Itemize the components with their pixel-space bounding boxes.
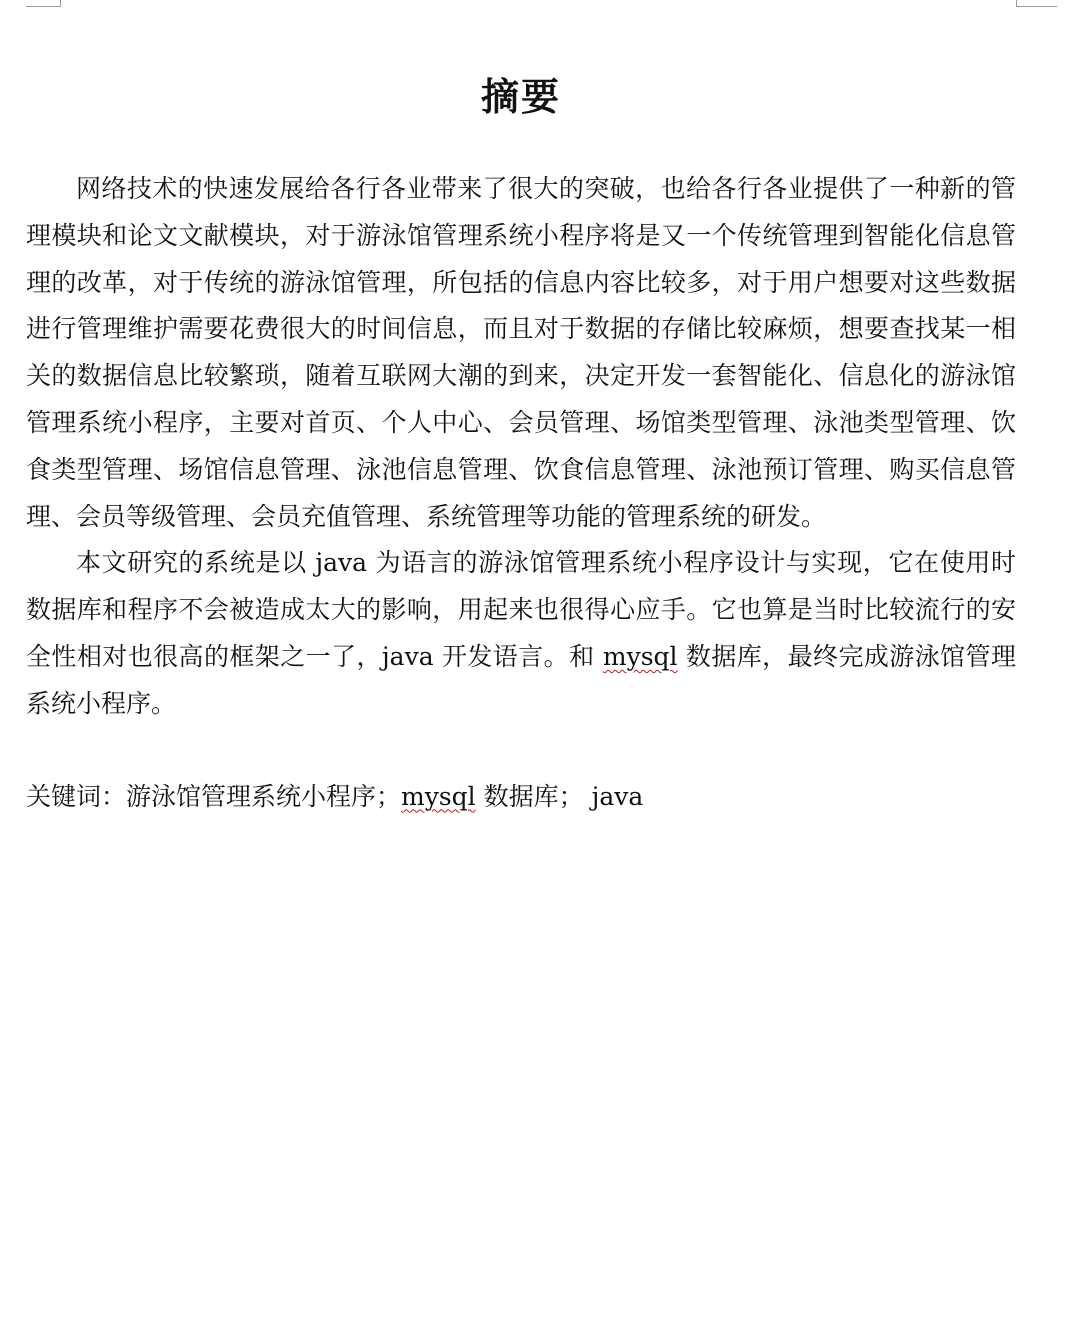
- page-corner-mark-left: [26, 0, 61, 7]
- paragraph-2-text-end: 数据库，最终完成游泳馆管理系统小程序。: [26, 641, 1016, 718]
- abstract-paragraph-1: 网络技术的快速发展给各行各业带来了很大的突破，也给各行各业提供了一种新的管理模块和论文文献模块，对于游泳馆管理系统小程序将是又一个传统管理到智能化信息管理的改革，对于传统的游泳馆管理，所包括的信息内容比较多，对于用户想要对这些数据进行管理维护需要花费很大的时间信息，而且对于数据的存储比较麻烦，想要查找某一相关的数据信息比较繁琐，随着互联网大潮的到来，决定开发一套智能化、信息化的游泳馆管理系统小程序，主要对首页、个人中心、会员管理、场馆类型管理、泳池类型管理、饮食类型管理、场馆信息管理、泳池信息管理、饮食信息管理、泳池预订管理、购买信息管理、会员等级管理、会员充值管理、系统管理等功能的管理系统的研发。: [26, 174, 1016, 531]
- keywords-line: [26, 774, 1016, 821]
- abstract-paragraph-2: [26, 540, 1016, 727]
- page-corner-mark-right: [1016, 0, 1057, 7]
- document-page: [26, 70, 1016, 845]
- keywords-prefix: 关键词：游泳馆管理系统小程序；: [26, 781, 402, 811]
- keywords-suffix: 数据库； java: [475, 781, 644, 811]
- paragraph-2-text-start: 本文研究的系统是以 java 为语言的游泳馆管理系统小程序设计与实现，它在使用时数据库和程序不会被造成太大的影响，用起来也很得心应手。它也算是当时比较流行的安全性相对也很高的框架之一了，java 开发语言。和: [26, 548, 1016, 671]
- abstract-title: 摘要: [480, 75, 561, 119]
- spellcheck-flagged-keyword[interactable]: mysql: [401, 781, 476, 811]
- spellcheck-flagged-word[interactable]: mysql: [602, 641, 678, 671]
